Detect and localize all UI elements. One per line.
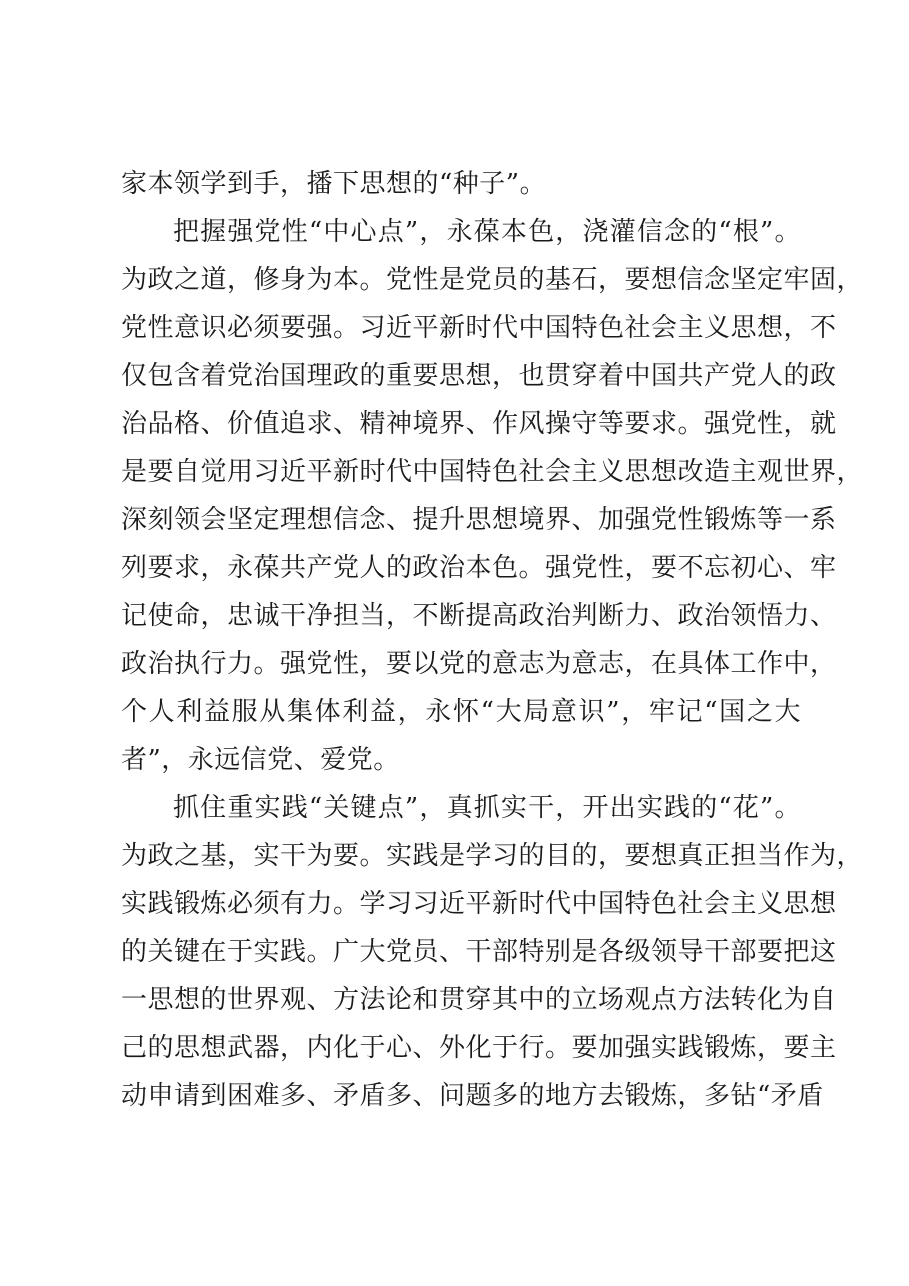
- text-line: 个人利益服从集体利益，永怀“大局意识”，牢记“国之大: [121, 697, 801, 727]
- text-line: 抓住重实践“关键点”，真抓实干，开出实践的“花”。: [173, 793, 801, 823]
- text-line: 者”，永远信党、爱党。: [121, 745, 400, 775]
- text-line: 把握强党性“中心点”，永葆本色，浇灌信念的“根”。: [173, 217, 801, 247]
- text-line: 一思想的世界观、方法论和贯穿其中的立场观点方法转化为自: [121, 985, 837, 1015]
- text-line: 记使命，忠诚干净担当，不断提高政治判断力、政治领悟力、: [121, 601, 837, 631]
- text-line: 为政之道，修身为本。党性是党员的基石，要想信念坚定牢固，: [121, 265, 864, 295]
- text-line: 党性意识必须要强。习近平新时代中国特色社会主义思想，不: [121, 313, 837, 343]
- text-line: 家本领学到手，播下思想的“种子”。: [121, 169, 547, 199]
- text-line: 己的思想武器，内化于心、外化于行。要加强实践锻炼，要主: [121, 1033, 837, 1063]
- text-line: 治品格、价值追求、精神境界、作风操守等要求。强党性，就: [121, 409, 837, 439]
- text-line: 为政之基，实干为要。实践是学习的目的，要想真正担当作为，: [121, 841, 864, 871]
- text-line: 政治执行力。强党性，要以党的意志为意志，在具体工作中，: [121, 649, 837, 679]
- text-line: 是要自觉用习近平新时代中国特色社会主义思想改造主观世界，: [121, 457, 864, 487]
- text-line: 实践锻炼必须有力。学习习近平新时代中国特色社会主义思想: [121, 889, 837, 919]
- text-line: 仅包含着党治国理政的重要思想，也贯穿着中国共产党人的政: [121, 361, 837, 391]
- text-line: 深刻领会坚定理想信念、提升思想境界、加强党性锻炼等一系: [121, 505, 837, 535]
- document-body: [121, 160, 864, 1120]
- text-line: 列要求，永葆共产党人的政治本色。强党性，要不忘初心、牢: [121, 553, 837, 583]
- text-line: 动申请到困难多、矛盾多、问题多的地方去锻炼，多钻“矛盾: [121, 1081, 824, 1111]
- text-line: 的关键在于实践。广大党员、干部特别是各级领导干部要把这: [121, 937, 837, 967]
